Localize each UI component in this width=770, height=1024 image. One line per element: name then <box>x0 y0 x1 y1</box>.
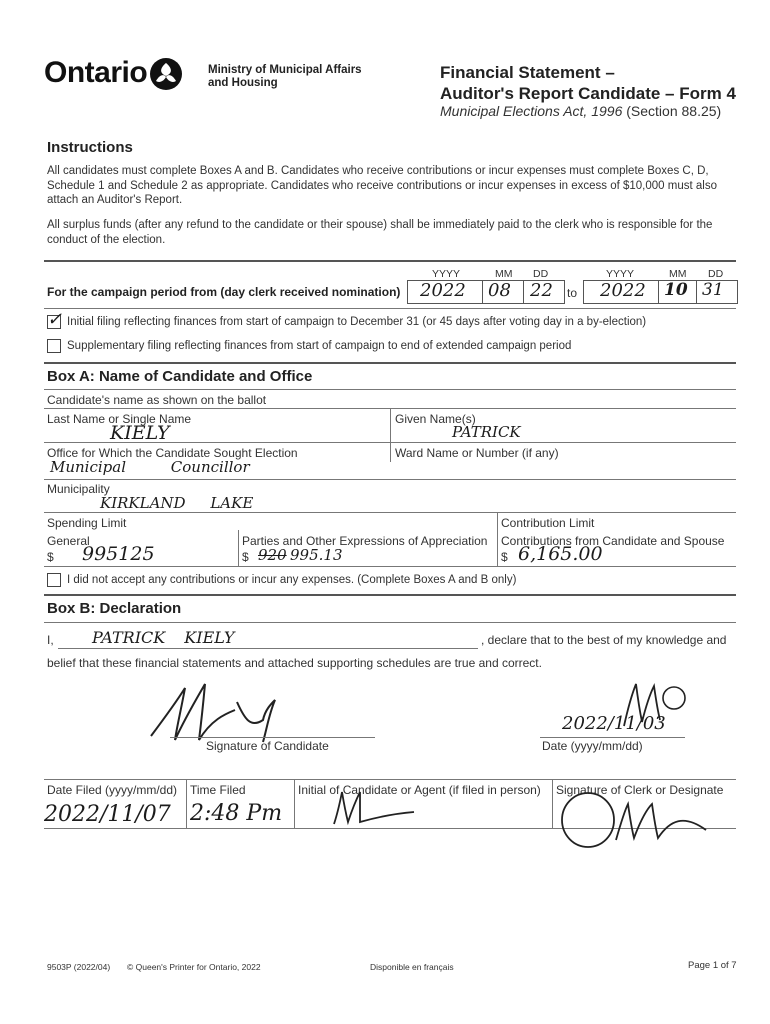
instructions-heading: Instructions <box>47 139 133 156</box>
parties-currency: $ <box>242 550 249 564</box>
col-mm-to: MM <box>669 268 687 280</box>
date-line <box>540 737 685 738</box>
declarant-underline <box>58 648 478 649</box>
act-section: (Section 88.25) <box>626 103 722 119</box>
general-currency: $ <box>47 550 54 564</box>
date-filed-label: Date Filed (yyyy/mm/dd) <box>47 783 178 797</box>
divider <box>44 362 736 364</box>
contribution-limit-label: Contribution Limit <box>501 516 595 530</box>
parties-label: Parties and Other Expressions of Appreciation <box>242 534 488 548</box>
form-title-line2: Auditor's Report Candidate – Form 4 <box>440 84 736 103</box>
ontario-logo <box>44 56 147 90</box>
clerk-signature-label: Signature of Clerk or Designate <box>556 783 724 797</box>
last-name-label: Last Name or Single Name <box>47 412 192 426</box>
divider <box>44 308 736 309</box>
declarant-value[interactable]: PATRICK KIELY <box>92 628 235 647</box>
contributions-currency: $ <box>501 550 508 564</box>
ballot-note: Candidate's name as shown on the ballot <box>47 393 267 407</box>
no-contributions-label: I did not accept any contributions or incur any expenses. (Complete Boxes A and B only) <box>67 574 517 586</box>
form-title-line1: Financial Statement – <box>440 63 615 82</box>
trillium-icon <box>148 56 184 92</box>
municipality-value[interactable]: KIRKLAND LAKE <box>100 494 254 512</box>
page-number: Page 1 of 7 <box>688 960 737 971</box>
divider <box>44 260 736 262</box>
no-contributions-checkbox[interactable] <box>47 573 61 587</box>
column-divider <box>238 530 239 566</box>
divider <box>44 442 736 443</box>
column-divider <box>186 779 187 828</box>
divider <box>44 594 736 596</box>
initial-label: Initial of Candidate or Agent (if filed in person) <box>298 783 541 797</box>
instructions-para1: All candidates must complete Boxes A and B. Candidates who receive contributions or incur expenses must complete Boxes C, D, Schedule 1 and Schedule 2 as appropriate. Candidates who receive contributions or incur expenses in excess of $10,000 must also attach an Auditor's Report. <box>47 165 717 206</box>
last-name-value[interactable]: KIELY <box>110 422 170 444</box>
agent-initials <box>330 788 420 828</box>
campaign-period-label: For the campaign period from (day clerk received nomination) <box>47 285 401 299</box>
copyright: © Queen's Printer for Ontario, 2022 <box>127 962 261 972</box>
to-dd-value: 31 <box>702 280 724 300</box>
declare-text: , declare that to the best of my knowledge and <box>481 633 727 647</box>
supplementary-filing-label: Supplementary filing reflecting finances from start of campaign to end of extended campaign period <box>67 340 572 352</box>
form-title <box>440 62 736 104</box>
supplementary-filing-checkbox[interactable] <box>47 339 61 353</box>
clerk-signature <box>556 790 726 850</box>
date-filed-value[interactable]: 2022/11/07 <box>44 802 171 827</box>
column-divider <box>497 512 498 566</box>
ministry-name <box>208 64 362 90</box>
col-yyyy-from: YYYY <box>432 268 461 280</box>
ward-label: Ward Name or Number (if any) <box>395 446 559 460</box>
divider <box>44 389 736 390</box>
general-value[interactable]: 995125 <box>82 543 155 565</box>
date-label: Date (yyyy/mm/dd) <box>542 739 643 753</box>
divider <box>44 622 736 623</box>
col-dd-from: DD <box>533 268 549 280</box>
divider <box>44 479 736 480</box>
to-label: to <box>567 286 578 300</box>
initial-filing-check-mark: ✓ <box>47 309 63 330</box>
municipality-label: Municipality <box>47 482 110 496</box>
ministry-line1: Ministry of Municipal Affairs <box>208 64 362 76</box>
belief-text: belief that these financial statements and attached supporting schedules are true and correct. <box>47 656 542 670</box>
given-name-value[interactable]: PATRICK <box>452 423 521 441</box>
ministry-line2: and Housing <box>208 77 278 89</box>
from-dd-value: 22 <box>530 280 553 301</box>
col-mm-from: MM <box>495 268 513 280</box>
divider <box>44 566 736 567</box>
parties-value[interactable]: 995.13 <box>290 546 343 564</box>
general-label: General <box>47 534 90 548</box>
signature-line <box>170 737 375 738</box>
divider <box>44 779 736 780</box>
declaration-i-label: I, <box>47 633 54 647</box>
form-code: 9503P (2022/04) <box>47 962 111 972</box>
divider <box>44 512 736 513</box>
office-label: Office for Which the Candidate Sought Election <box>47 446 298 460</box>
signature-label: Signature of Candidate <box>206 739 329 753</box>
given-name-label: Given Name(s) <box>395 412 476 426</box>
contributions-value[interactable]: 6,165.00 <box>518 543 603 565</box>
contributions-label: Contributions from Candidate and Spouse <box>501 534 725 548</box>
form-subtitle <box>440 103 721 119</box>
from-yyyy-value: 2022 <box>420 280 466 301</box>
column-divider <box>294 779 295 828</box>
box-a-heading: Box A: Name of Candidate and Office <box>47 368 313 385</box>
column-divider <box>552 779 553 828</box>
to-yyyy-value: 2022 <box>600 280 646 301</box>
instructions-para2: All surplus funds (after any refund to the candidate or their spouse) shall be immediately paid to the clerk who is responsible for the conduct of the election. <box>47 219 713 246</box>
time-filed-value[interactable]: 2:48 Pm <box>190 801 283 826</box>
french-available: Disponible en français <box>370 962 454 972</box>
act-name: Municipal Elections Act, 1996 <box>440 103 623 119</box>
time-filed-label: Time Filed <box>190 783 246 797</box>
spending-limit-label: Spending Limit <box>47 516 127 530</box>
to-mm-value: 10 <box>664 280 688 300</box>
box-b-heading: Box B: Declaration <box>47 600 182 617</box>
logo-text: Ontario <box>44 56 148 89</box>
office-value[interactable]: Municipal Councillor <box>50 458 250 476</box>
declaration-date-value[interactable]: 2022/11/03 <box>562 713 666 734</box>
col-yyyy-to: YYYY <box>606 268 635 280</box>
col-dd-to: DD <box>708 268 724 280</box>
initial-filing-label: Initial filing reflecting finances from start of campaign to December 31 (or 45 days after voting day in a by-election) <box>67 316 647 328</box>
column-divider <box>390 408 391 462</box>
from-mm-value: 08 <box>488 280 511 301</box>
parties-value-struck: 920 <box>258 546 287 564</box>
